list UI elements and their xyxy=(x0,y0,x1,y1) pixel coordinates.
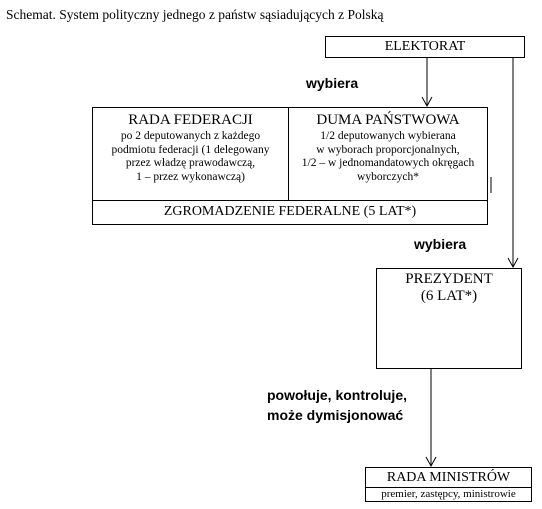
diagram-title: Schemat. System polityczny jednego z państw sąsiadujących z Polską xyxy=(6,7,384,22)
node-duma-panstwowa xyxy=(289,108,487,200)
duma-line: wyborczych* xyxy=(357,170,419,183)
duma-desc xyxy=(289,130,487,184)
node-rada-ministrow xyxy=(365,467,532,502)
duma-line: w wyborach proporcjonalnych, xyxy=(316,143,460,156)
prezydent-title: PREZYDENT xyxy=(405,271,493,287)
rada-federacji-desc xyxy=(93,130,288,184)
edge-label-line: powołuje, kontroluje, xyxy=(267,387,407,403)
prezydent-term: (6 LAT*) xyxy=(420,288,478,304)
duma-line: 1/2 deputowanych wybierana xyxy=(320,130,456,142)
duma-line: 1/2 – w jednomandatowych okręgach xyxy=(301,157,475,169)
rada-ministrow-title: RADA MINISTRÓW xyxy=(386,470,511,485)
rada-federacji-line: przez władzę prawodawczą, xyxy=(125,157,256,169)
rada-federacji-title: RADA FEDERACJI xyxy=(128,112,253,128)
edge-label-wybiera-1: wybiera xyxy=(306,75,359,91)
node-rada-federacji xyxy=(93,108,289,200)
node-prezydent xyxy=(376,268,522,369)
duma-title: DUMA PAŃSTWOWA xyxy=(316,112,460,128)
edge-label-line: może dymisjonować xyxy=(267,407,404,423)
edge-label-powoluje xyxy=(267,385,407,425)
rada-ministrow-subtitle: premier, zastępcy, ministrowie xyxy=(366,487,531,501)
rada-federacji-line: po 2 deputowanych z każdego xyxy=(120,130,261,142)
rada-federacji-line: 1 – przez wykonawczą) xyxy=(136,170,245,183)
rada-federacji-line: podmiotu federacji (1 delegowany xyxy=(111,143,270,156)
node-elektorat: ELEKTORAT xyxy=(325,36,525,58)
node-federal-assembly xyxy=(92,107,488,225)
node-zgromadzenie-federalne: ZGROMADZENIE FEDERALNE (5 LAT*) xyxy=(93,200,487,224)
edge-label-wybiera-2: wybiera xyxy=(414,236,467,252)
prezydent-label xyxy=(377,271,521,305)
